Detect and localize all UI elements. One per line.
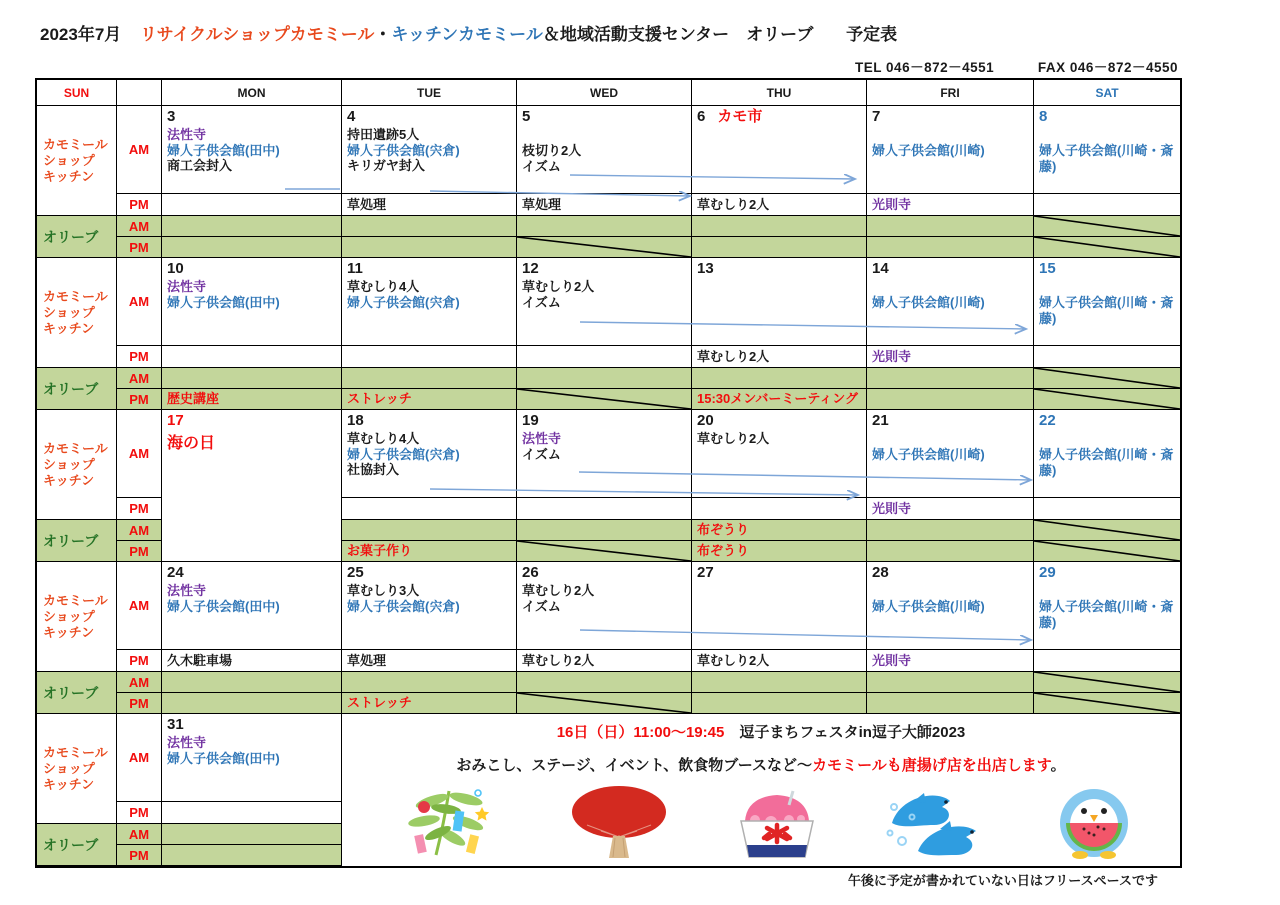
- schedule-item: 歴史講座: [167, 391, 220, 406]
- olive-cell-pm-21: [867, 541, 1034, 562]
- chamomile-am-label: AM: [117, 258, 162, 346]
- olive-cell-pm-4: [342, 237, 517, 258]
- olive-cell-am-12: [517, 368, 692, 389]
- crossed-out-line: [1034, 541, 1180, 561]
- schedule-item: 持田遺跡5人: [347, 127, 420, 142]
- chamomile-am-label: AM: [117, 714, 162, 802]
- olive-am-label: AM: [117, 520, 162, 541]
- crossed-out-line: [1034, 368, 1180, 388]
- title-recycle-shop: リサイクルショップカモミール: [140, 25, 375, 44]
- schedule-item: 光則寺: [872, 348, 912, 364]
- day-cell-am-26: [517, 562, 692, 650]
- olive-cell-am-10: [162, 368, 342, 389]
- olive-cell-am-8: [1034, 216, 1180, 237]
- day-cell-pm-24: [162, 650, 342, 672]
- schedule-item: 枝切り2人: [522, 143, 582, 158]
- olive-cell-pm-12: [517, 389, 692, 410]
- row-label-chamomile: [37, 106, 117, 216]
- day-number: 5: [522, 108, 531, 125]
- day-cell-pm-26: [517, 650, 692, 672]
- olive-cell-pm-20: [692, 541, 867, 562]
- day-number: 24: [167, 564, 184, 581]
- schedule-item: 15:30メンバーミーティング: [697, 391, 859, 406]
- schedule-item: 社協封入: [347, 462, 400, 477]
- schedule-item: 光則寺: [872, 652, 912, 668]
- weekday-header-sat: SAT: [1034, 80, 1180, 106]
- crossed-out-line: [517, 541, 691, 561]
- olive-cell-pm-22: [1034, 541, 1180, 562]
- olive-cell-pm-14: [867, 389, 1034, 410]
- day-cell-pm-7: [867, 194, 1034, 216]
- row-label-chamomile-line: ショップ: [43, 608, 95, 624]
- weekday-header-sun: SUN: [37, 80, 117, 106]
- schedule-item: 婦人子供会館(川崎): [872, 447, 985, 462]
- day-cell-am-20: [692, 410, 867, 498]
- page-title: [40, 20, 897, 45]
- day-number: 3: [167, 108, 176, 125]
- schedule-item: 草むしり2人: [522, 652, 595, 668]
- schedule-item: 草むしり4人: [347, 431, 420, 446]
- day-cell-am-22: [1034, 410, 1180, 498]
- schedule-item: 法性寺: [522, 431, 562, 446]
- festival-datetime: 16日（日）11:00～19:45: [556, 724, 725, 741]
- olive-cell-pm-3: [162, 237, 342, 258]
- day-cell-pm-19: [517, 498, 692, 520]
- weekday-header-thu: THU: [692, 80, 867, 106]
- day-cell-am-31: [162, 714, 342, 802]
- weekday-header-fri: FRI: [867, 80, 1034, 106]
- day-number: 13: [697, 260, 714, 277]
- day-number: 29: [1039, 564, 1056, 581]
- olive-cell-pm-26: [517, 693, 692, 714]
- day-cell-am-28: [867, 562, 1034, 650]
- day-number: 18: [347, 412, 364, 429]
- tanabata-bamboo-icon: [394, 785, 506, 859]
- penguin-watermelon-icon: [1050, 785, 1138, 859]
- schedule-item: キリガヤ封入: [347, 158, 425, 173]
- title-kitchen: キッチンカモミール: [391, 25, 543, 44]
- olive-am-label: AM: [117, 216, 162, 237]
- day-cell-am-29: [1034, 562, 1180, 650]
- schedule-item: 草むしり3人: [347, 583, 420, 598]
- day-number: 4: [347, 108, 356, 125]
- day-cell-pm-11: [342, 346, 517, 368]
- row-label-chamomile-line: カモミール: [43, 288, 108, 304]
- festival-description: おみこし、ステージ、イベント、飲食物ブースなど～: [456, 757, 813, 774]
- day-cell-am-3: [162, 106, 342, 194]
- day-cell-pm-13: [692, 346, 867, 368]
- row-label-chamomile-line: キッチン: [43, 168, 95, 184]
- olive-cell-pm-28: [867, 693, 1034, 714]
- day-number: 19: [522, 412, 539, 429]
- row-label-chamomile-line: キッチン: [43, 472, 95, 488]
- olive-cell-pm-19: [517, 541, 692, 562]
- day-cell-am-27: [692, 562, 867, 650]
- day-cell-pm-20: [692, 498, 867, 520]
- olive-pm-label: PM: [117, 693, 162, 714]
- schedule-item: 婦人子供会館(田中): [167, 750, 280, 766]
- olive-cell-am-4: [342, 216, 517, 237]
- day-cell-am-13: [692, 258, 867, 346]
- olive-cell-pm-13: [692, 389, 867, 410]
- row-label-chamomile: [37, 410, 117, 520]
- day-cell-pm-27: [692, 650, 867, 672]
- day-cell-pm-6: [692, 194, 867, 216]
- footer-note: 午後に予定が書かれていない日はフリースペースです: [847, 873, 1158, 888]
- day-cell-17: [162, 410, 342, 562]
- schedule-item: 法性寺: [167, 279, 207, 294]
- schedule-item: 法性寺: [167, 735, 207, 750]
- day-number: 11: [347, 260, 363, 277]
- olive-cell-pm-24: [162, 693, 342, 714]
- olive-cell-am-29: [1034, 672, 1180, 693]
- day-number: 14: [872, 260, 889, 277]
- schedule-item: 婦人子供会館(川崎・斎藤): [1039, 295, 1174, 326]
- row-label-olive: オリーブ: [37, 216, 117, 258]
- olive-am-label: AM: [117, 672, 162, 693]
- olive-cell-pm-15: [1034, 389, 1180, 410]
- chamomile-pm-label: PM: [117, 346, 162, 368]
- calendar-weeks: [37, 106, 1180, 866]
- weekday-header-wed: WED: [517, 80, 692, 106]
- day-cell-pm-8: [1034, 194, 1180, 216]
- day-cell-am-18: [342, 410, 517, 498]
- day-number: 12: [522, 260, 539, 277]
- schedule-item: 布ぞうり: [697, 543, 750, 558]
- day-cell-am-12: [517, 258, 692, 346]
- title-month: 2023年7月: [40, 25, 122, 44]
- festival-announcement-line2: [342, 754, 1180, 775]
- day-cell-am-25: [342, 562, 517, 650]
- title-center: ＆地域活動支援センター オリーブ: [542, 25, 814, 44]
- day-cell-am-24: [162, 562, 342, 650]
- olive-cell-am-13: [692, 368, 867, 389]
- day-number: 21: [872, 412, 889, 429]
- schedule-item: 法性寺: [167, 127, 207, 142]
- olive-cell-am-28: [867, 672, 1034, 693]
- crossed-out-line: [1034, 693, 1180, 713]
- contact-info: [35, 56, 1178, 76]
- schedule-item: 光則寺: [872, 196, 912, 212]
- day-number: 8: [1039, 108, 1048, 125]
- schedule-item: 草処理: [347, 652, 387, 668]
- crossed-out-line: [1034, 389, 1180, 409]
- chamomile-pm-label: PM: [117, 498, 162, 520]
- olive-cell-am-7: [867, 216, 1034, 237]
- day-number: 10: [167, 260, 184, 277]
- row-label-chamomile-line: カモミール: [43, 440, 108, 456]
- day-number: 28: [872, 564, 889, 581]
- day-cell-pm-10: [162, 346, 342, 368]
- crossed-out-line: [1034, 216, 1180, 236]
- day-cell-pm-12: [517, 346, 692, 368]
- festival-title: 逗子まちフェスタin逗子大師2023: [724, 724, 966, 741]
- row-label-olive: オリーブ: [37, 520, 117, 562]
- schedule-item: 布ぞうり: [697, 522, 750, 537]
- schedule-item: 婦人子供会館(田中): [167, 598, 280, 614]
- chamomile-am-label: AM: [117, 106, 162, 194]
- olive-cell-am-25: [342, 672, 517, 693]
- row-label-olive: オリーブ: [37, 368, 117, 410]
- festival-period: 。: [1050, 757, 1066, 774]
- olive-cell-pm-8: [1034, 237, 1180, 258]
- olive-cell-am-11: [342, 368, 517, 389]
- day-cell-pm-4: [342, 194, 517, 216]
- schedule-item: イズム: [522, 598, 561, 614]
- olive-cell-pm-11: [342, 389, 517, 410]
- calendar-week-5: [37, 714, 1180, 866]
- day-number: 6 カモ市: [697, 108, 763, 125]
- olive-cell-am-26: [517, 672, 692, 693]
- schedule-item: 草むしり4人: [347, 279, 420, 294]
- schedule-item: 草むしり2人: [522, 583, 595, 598]
- olive-cell-am-5: [517, 216, 692, 237]
- schedule-item: 光則寺: [872, 500, 912, 516]
- chamomile-am-label: AM: [117, 562, 162, 650]
- row-label-chamomile: [37, 714, 117, 824]
- row-label-chamomile-line: ショップ: [43, 304, 95, 320]
- festival-icon-row: [342, 785, 1180, 863]
- olive-cell-pm-10: [162, 389, 342, 410]
- festival-announcement-line1: [342, 721, 1180, 742]
- schedule-item: 婦人子供会館(川崎・斎藤): [1039, 143, 1174, 174]
- olive-cell-pm-31: [162, 845, 342, 866]
- row-label-chamomile-line: ショップ: [43, 456, 95, 472]
- chamomile-pm-label: PM: [117, 802, 162, 824]
- day-cell-am-14: [867, 258, 1034, 346]
- day-cell-pm-28: [867, 650, 1034, 672]
- olive-cell-pm-18: [342, 541, 517, 562]
- schedule-item: 商工会封入: [167, 158, 233, 173]
- olive-cell-am-24: [162, 672, 342, 693]
- olive-cell-pm-25: [342, 693, 517, 714]
- day-cell-am-10: [162, 258, 342, 346]
- olive-cell-am-27: [692, 672, 867, 693]
- schedule-item: お菓子作り: [347, 543, 413, 558]
- schedule-item: 婦人子供会館(宍倉): [347, 142, 460, 158]
- schedule-item: 草むしり2人: [697, 196, 770, 212]
- crossed-out-line: [517, 389, 691, 409]
- schedule-item: イズム: [522, 158, 561, 174]
- calendar-week-4: [37, 562, 1180, 714]
- olive-pm-label: PM: [117, 845, 162, 866]
- day-cell-am-21: [867, 410, 1034, 498]
- chamomile-pm-label: PM: [117, 650, 162, 672]
- weekday-header-empty: [117, 80, 162, 106]
- olive-cell-am-6: [692, 216, 867, 237]
- olive-cell-am-31: [162, 824, 342, 845]
- festival-shop-notice: カモミールも唐揚げ店を出店します: [812, 757, 1051, 774]
- row-label-chamomile-line: カモミール: [43, 592, 108, 608]
- olive-cell-am-21: [867, 520, 1034, 541]
- schedule-item: イズム: [522, 294, 561, 310]
- schedule-item: 草むしり2人: [697, 652, 770, 668]
- schedule-item: 婦人子供会館(川崎): [872, 295, 985, 310]
- day-event-badge: カモ市: [717, 108, 763, 125]
- olive-cell-am-22: [1034, 520, 1180, 541]
- olive-pm-label: PM: [117, 541, 162, 562]
- schedule-item: 婦人子供会館(川崎): [872, 599, 985, 614]
- day-cell-pm-18: [342, 498, 517, 520]
- day-number: 22: [1039, 412, 1056, 429]
- row-label-chamomile-line: キッチン: [43, 624, 95, 640]
- crossed-out-line: [1034, 520, 1180, 540]
- schedule-item: 草むしり2人: [522, 279, 595, 294]
- row-label-chamomile-line: カモミール: [43, 136, 108, 152]
- schedule-item: 久木駐車場: [167, 652, 233, 668]
- day-cell-pm-31: [162, 802, 342, 824]
- dolphins-icon: [884, 789, 990, 859]
- olive-pm-label: PM: [117, 389, 162, 410]
- schedule-item: 婦人子供会館(川崎・斎藤): [1039, 447, 1174, 478]
- olive-cell-pm-7: [867, 237, 1034, 258]
- day-cell-am-15: [1034, 258, 1180, 346]
- day-number: 25: [347, 564, 364, 581]
- day-cell-pm-14: [867, 346, 1034, 368]
- schedule-item: 法性寺: [167, 583, 207, 598]
- day-cell-am-8: [1034, 106, 1180, 194]
- schedule-table: [35, 78, 1182, 868]
- schedule-item: 婦人子供会館(川崎): [872, 143, 985, 158]
- schedule-item: 婦人子供会館(田中): [167, 294, 280, 310]
- calendar-week-3: [37, 410, 1180, 562]
- day-cell-am-6: [692, 106, 867, 194]
- day-cell-pm-25: [342, 650, 517, 672]
- crossed-out-line: [517, 237, 691, 257]
- row-label-chamomile-line: キッチン: [43, 776, 95, 792]
- row-label-olive: オリーブ: [37, 824, 117, 866]
- schedule-item: 婦人子供会館(宍倉): [347, 294, 460, 310]
- day-number: 15: [1039, 260, 1056, 277]
- schedule-item: 草処理: [522, 196, 562, 212]
- day-cell-pm-21: [867, 498, 1034, 520]
- day-number: 27: [697, 564, 714, 581]
- crossed-out-line: [517, 693, 691, 713]
- shaved-ice-icon: [731, 785, 823, 859]
- olive-am-label: AM: [117, 368, 162, 389]
- festival-announcement-cell: [342, 714, 1180, 866]
- olive-cell-am-3: [162, 216, 342, 237]
- weekday-header-row: [37, 80, 1180, 106]
- schedule-item: 草むしり2人: [697, 348, 770, 364]
- weekday-header-tue: TUE: [342, 80, 517, 106]
- olive-cell-am-18: [342, 520, 517, 541]
- olive-cell-pm-29: [1034, 693, 1180, 714]
- weekday-header-mon: MON: [162, 80, 342, 106]
- row-label-chamomile: [37, 258, 117, 368]
- title-dot: ・: [374, 25, 392, 44]
- crossed-out-line: [1034, 237, 1180, 257]
- fax-number: FAX 046－872－4550: [1037, 60, 1178, 75]
- row-label-chamomile-line: ショップ: [43, 760, 95, 776]
- row-label-chamomile-line: ショップ: [43, 152, 95, 168]
- day-cell-am-7: [867, 106, 1034, 194]
- schedule-item: 草処理: [347, 196, 387, 212]
- schedule-item: 婦人子供会館(川崎・斎藤): [1039, 599, 1174, 630]
- schedule-item: 婦人子供会館(宍倉): [347, 446, 460, 462]
- schedule-item: 婦人子供会館(宍倉): [347, 598, 460, 614]
- olive-am-label: AM: [117, 824, 162, 845]
- schedule-item: ストレッチ: [347, 695, 412, 710]
- schedule-item: イズム: [522, 446, 561, 462]
- crossed-out-line: [1034, 672, 1180, 692]
- day-cell-am-11: [342, 258, 517, 346]
- day-number: 7: [872, 108, 881, 125]
- calendar-week-1: [37, 106, 1180, 258]
- olive-pm-label: PM: [117, 237, 162, 258]
- olive-cell-am-15: [1034, 368, 1180, 389]
- day-number: 20: [697, 412, 714, 429]
- olive-cell-pm-27: [692, 693, 867, 714]
- calendar-week-2: [37, 258, 1180, 410]
- row-label-chamomile-line: カモミール: [43, 744, 108, 760]
- title-doc-type: 予定表: [846, 25, 898, 44]
- schedule-item: ストレッチ: [347, 391, 412, 406]
- day-cell-am-19: [517, 410, 692, 498]
- olive-cell-pm-6: [692, 237, 867, 258]
- uchiwa-fan-icon: [567, 785, 671, 859]
- schedule-item: 草むしり2人: [697, 431, 770, 446]
- chamomile-pm-label: PM: [117, 194, 162, 216]
- day-number: 26: [522, 564, 539, 581]
- row-label-chamomile: [37, 562, 117, 672]
- day-number: 17: [167, 412, 184, 429]
- day-cell-pm-29: [1034, 650, 1180, 672]
- day-cell-pm-22: [1034, 498, 1180, 520]
- schedule-item: 婦人子供会館(田中): [167, 142, 280, 158]
- olive-cell-am-19: [517, 520, 692, 541]
- day-cell-pm-3: [162, 194, 342, 216]
- day-cell-pm-5: [517, 194, 692, 216]
- row-label-olive: オリーブ: [37, 672, 117, 714]
- olive-cell-pm-5: [517, 237, 692, 258]
- olive-cell-am-20: [692, 520, 867, 541]
- tel-number: TEL 046－872－4551: [855, 60, 995, 75]
- day-cell-pm-15: [1034, 346, 1180, 368]
- day-cell-am-4: [342, 106, 517, 194]
- day-cell-am-5: [517, 106, 692, 194]
- olive-cell-am-14: [867, 368, 1034, 389]
- schedule-item: 海の日: [167, 435, 216, 452]
- row-label-chamomile-line: キッチン: [43, 320, 95, 336]
- chamomile-am-label: AM: [117, 410, 162, 498]
- day-number: 31: [167, 716, 184, 733]
